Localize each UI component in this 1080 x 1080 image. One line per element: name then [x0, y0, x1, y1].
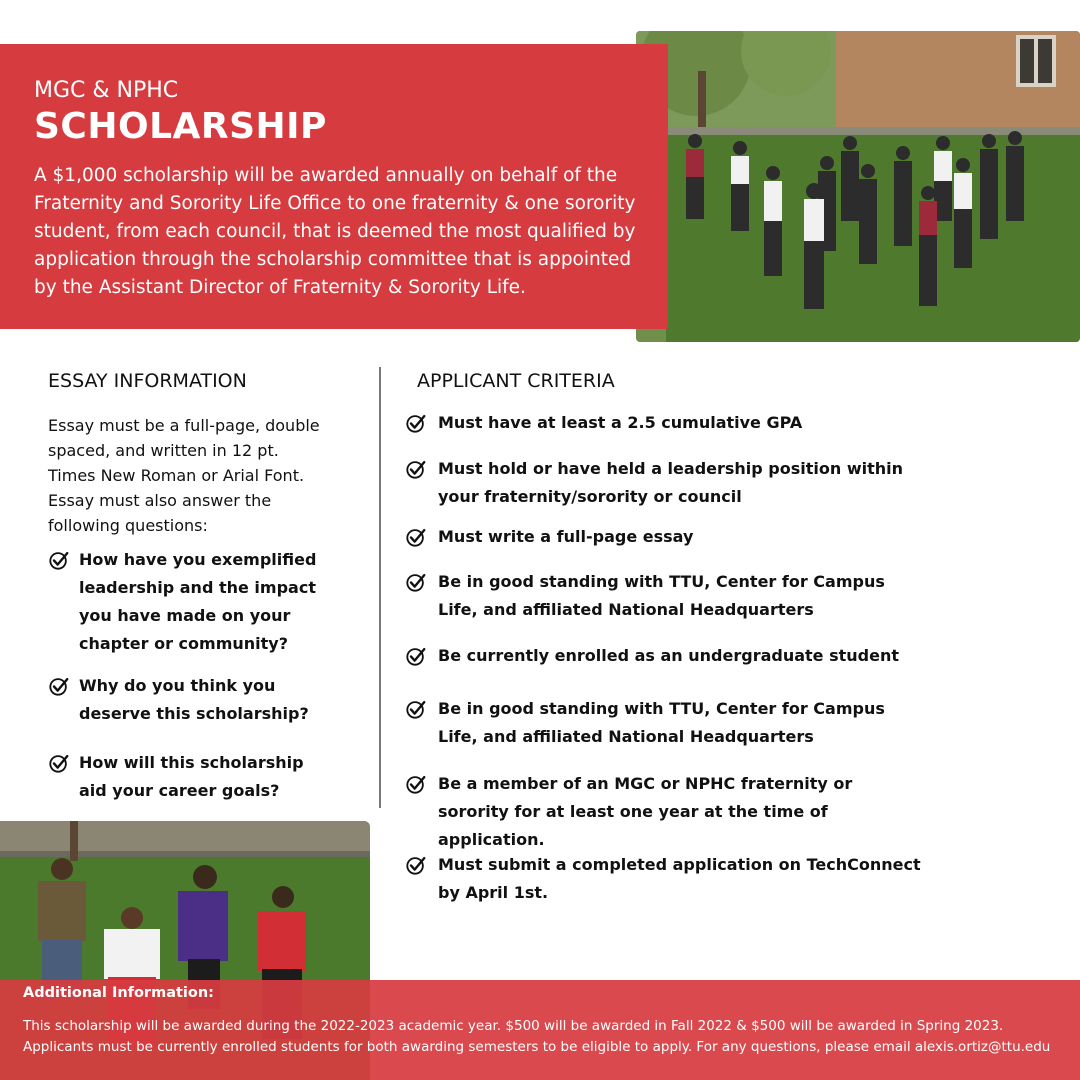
essay-question-text: How will this scholarship aid your career goals? — [79, 753, 304, 800]
criteria-item-text: Must have at least a 2.5 cumulative GPA — [438, 413, 803, 432]
essay-question-list — [48, 546, 328, 805]
additional-info-heading: Additional Information: — [23, 985, 214, 1001]
criteria-item-text: Be currently enrolled as an undergraduate student — [438, 646, 899, 665]
essay-heading: ESSAY INFORMATION — [48, 370, 247, 392]
criteria-item — [405, 523, 925, 551]
check-circle-icon — [405, 571, 427, 593]
criteria-item — [405, 455, 925, 511]
check-circle-icon — [48, 675, 70, 697]
check-circle-icon — [405, 854, 427, 876]
criteria-item-text: Must write a full-page essay — [438, 527, 694, 546]
criteria-item — [405, 409, 925, 437]
essay-question — [48, 749, 328, 805]
essay-question — [48, 546, 328, 672]
criteria-item — [405, 695, 925, 751]
check-circle-icon — [405, 698, 427, 720]
criteria-item — [405, 770, 925, 854]
page-title: SCHOLARSHIP — [34, 106, 327, 147]
additional-info-text: This scholarship will be awarded during the 2022-2023 academic year. $500 will be awarded in Fall 2022 & $500 will be awarded in Spring 2023. Applicants must be currently enrolled students for both awarding semesters to be eligible to apply. For any questions, please email alexis.ortiz@ttu.edu — [23, 1018, 1051, 1055]
essay-question — [48, 672, 328, 749]
criteria-item-text: Must hold or have held a leadership position within your fraternity/sorority or council — [438, 459, 904, 506]
check-circle-icon — [405, 412, 427, 434]
page-subtitle: MGC & NPHC — [34, 78, 179, 103]
check-circle-icon — [405, 773, 427, 795]
criteria-item-text: Be a member of an MGC or NPHC fraternity or sorority for at least one year at the time of application. — [438, 774, 853, 849]
check-circle-icon — [48, 752, 70, 774]
essay-question-text: How have you exemplified leadership and the impact you have made on your chapter or community? — [79, 550, 317, 653]
criteria-item-text: Be in good standing with TTU, Center for Campus Life, and affiliated National Headquarters — [438, 572, 885, 619]
intro-paragraph: A $1,000 scholarship will be awarded annually on behalf of the Fraternity and Sorority Life Office to one fraternity & one sorority student, from each council, that is deemed the most qualified by application through the scholarship committee that is appointed by the Assistant Director of Fraternity & Sorority Life. — [34, 165, 636, 298]
check-circle-icon — [48, 549, 70, 571]
group-photo-top — [636, 31, 1080, 342]
criteria-heading: APPLICANT CRITERIA — [417, 370, 615, 392]
column-divider — [379, 367, 381, 808]
check-circle-icon — [405, 526, 427, 548]
criteria-item-text: Be in good standing with TTU, Center for Campus Life, and affiliated National Headquarters — [438, 699, 885, 746]
criteria-item-text: Must submit a completed application on TechConnect by April 1st. — [438, 855, 921, 902]
essay-description: Essay must be a full-page, double spaced, and written in 12 pt. Times New Roman or Arial Font. Essay must also answer the following questions: — [48, 416, 320, 535]
check-circle-icon — [405, 645, 427, 667]
criteria-item — [405, 568, 925, 624]
check-circle-icon — [405, 458, 427, 480]
criteria-item — [405, 851, 925, 907]
essay-question-text: Why do you think you deserve this scholarship? — [79, 676, 309, 723]
criteria-item — [405, 642, 925, 670]
